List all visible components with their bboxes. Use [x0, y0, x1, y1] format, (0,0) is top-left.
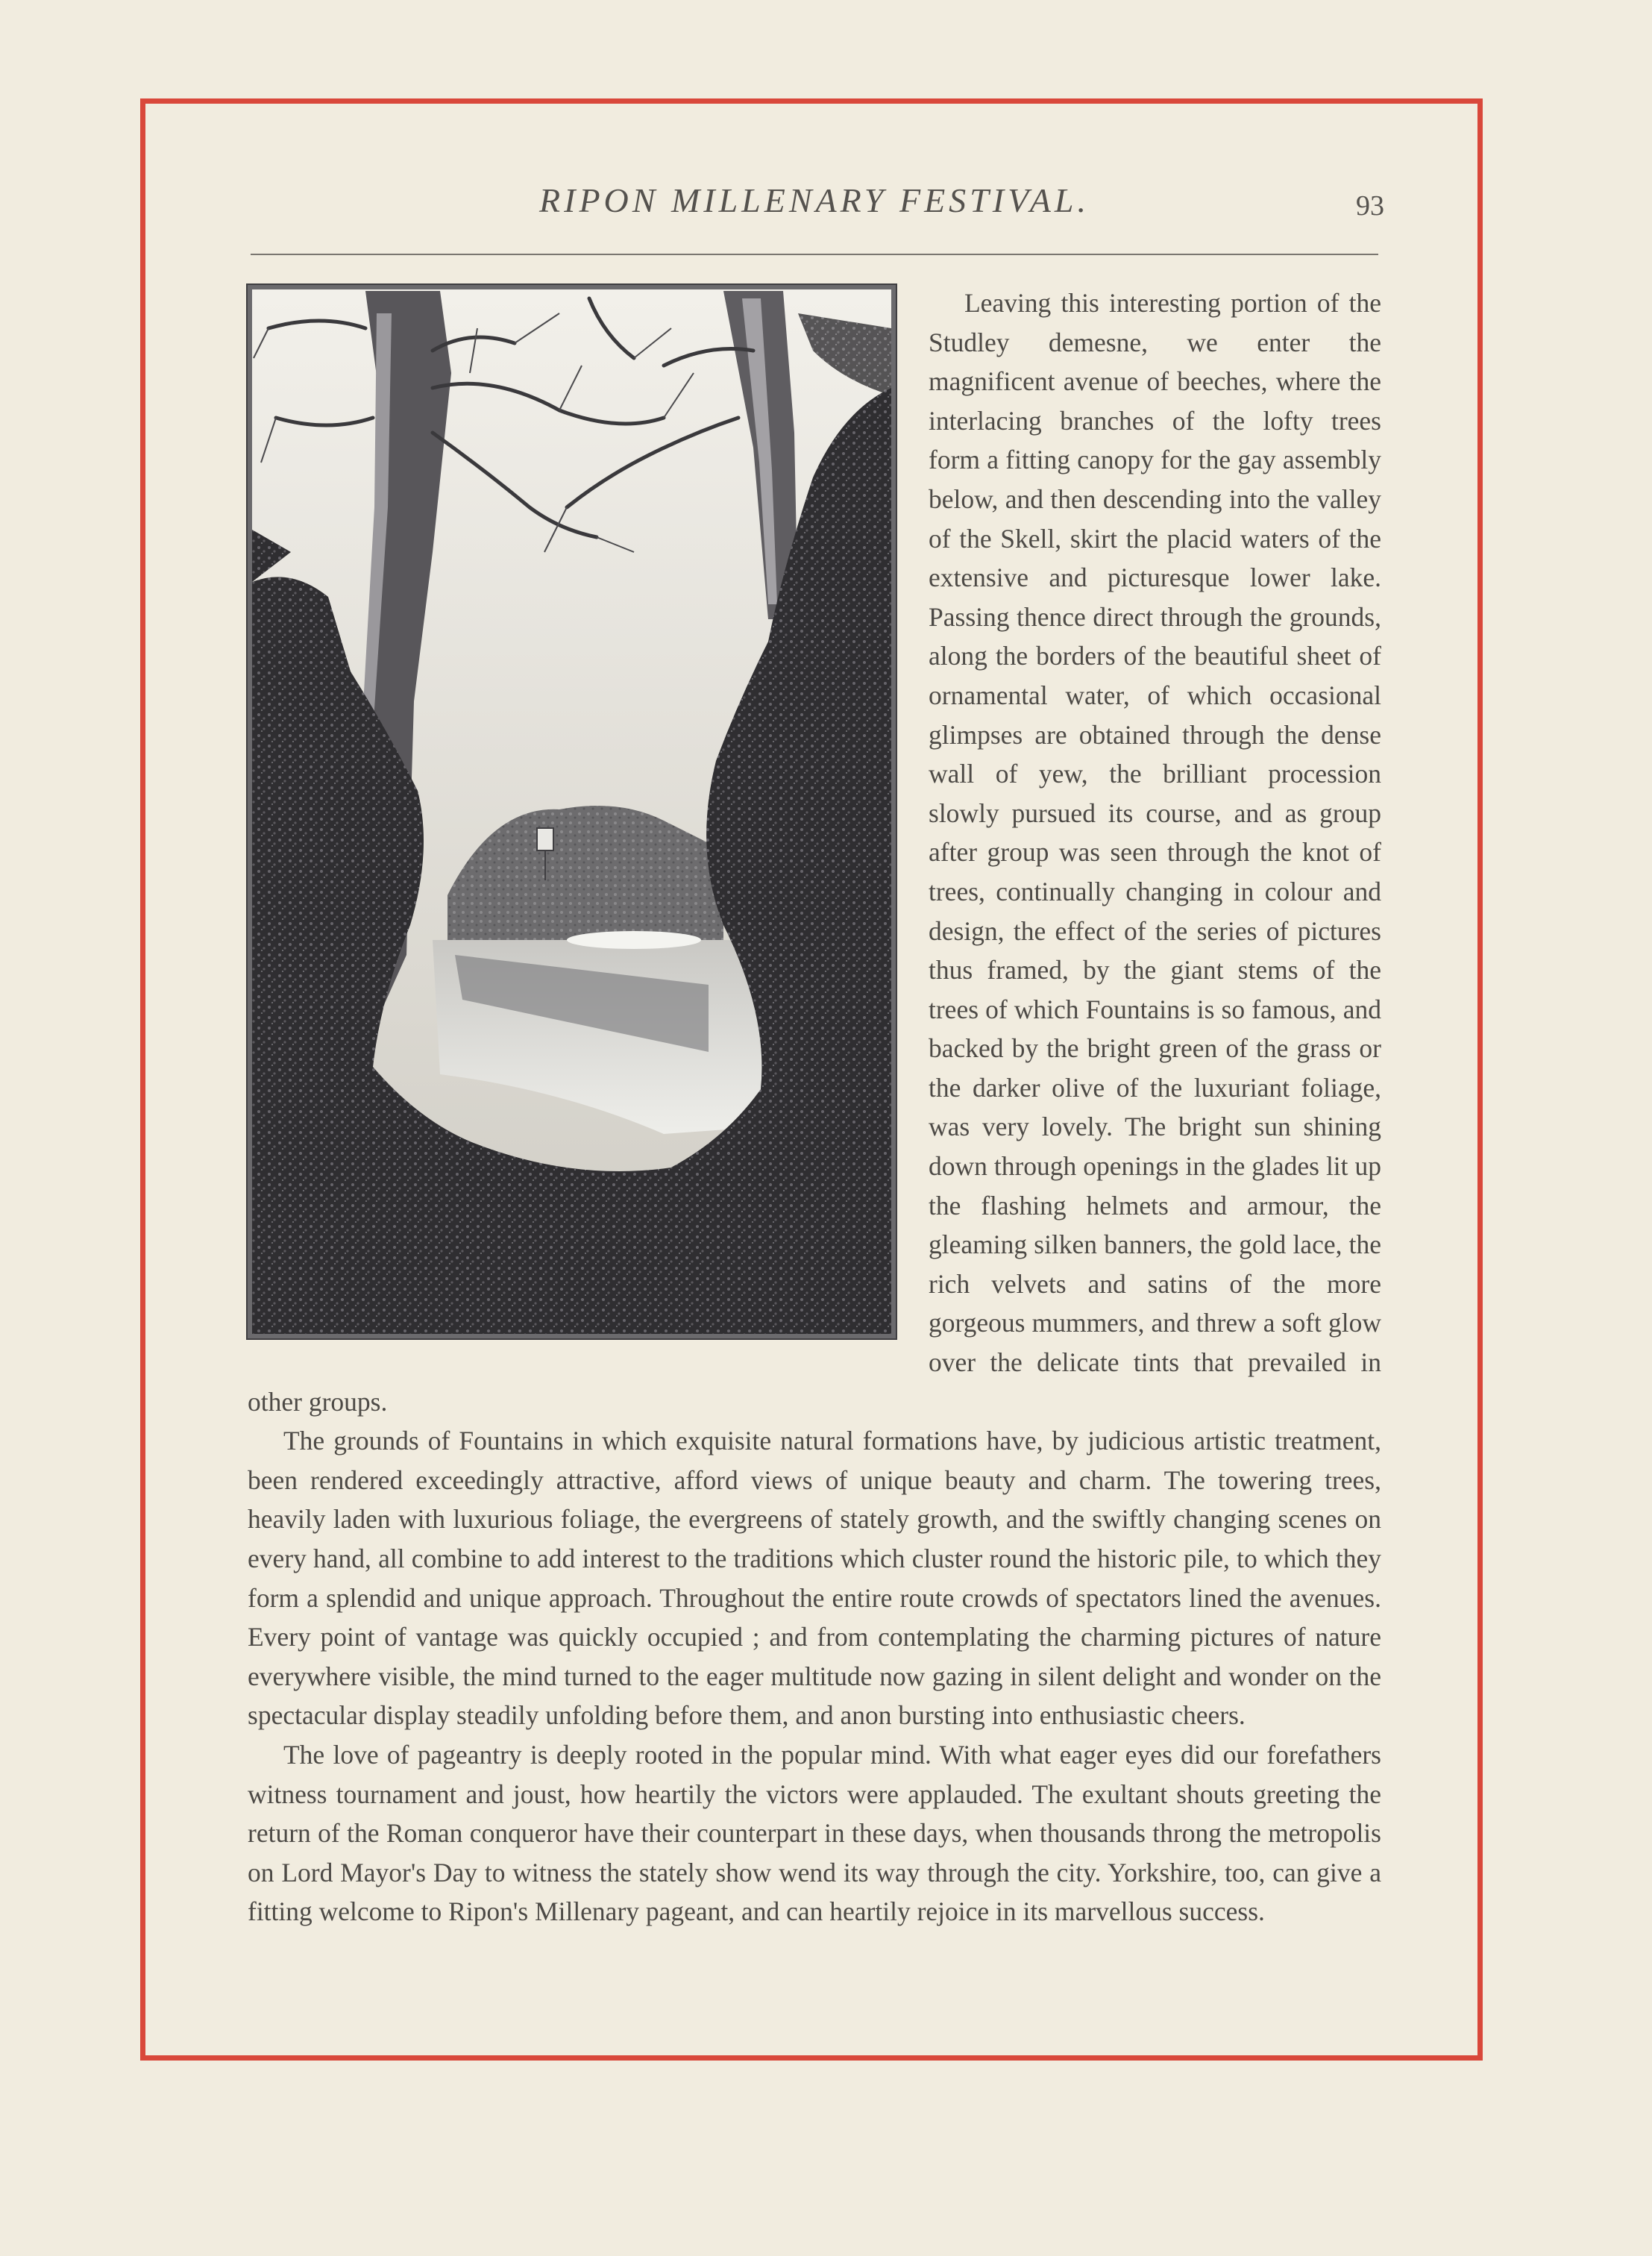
photograph-figure	[246, 283, 899, 1341]
paragraph-3: The love of pageantry is deeply rooted in the popular mind. With what eager eyes did our forefathers witness tournament and joust, how heartily the victors were applauded. The exultant shouts greeting the return of the Roman conqueror have their counterpart in these days, when thousands throng the metropolis on Lord Mayor's Day to witness the stately show wend its way through the city. Yorkshire, too, can give a fitting welcome to Ripon's Millenary pageant, and can heartily rejoice in its marvellous success.	[248, 1739, 1381, 1927]
page-number: 93	[1356, 190, 1384, 222]
header-rule	[251, 254, 1378, 255]
avenue-trees-lake-photograph	[246, 283, 897, 1340]
running-header	[251, 172, 1384, 254]
paragraph-1: Leaving this interesting portion of the Studley demesne, we enter the magnificent avenue of beeches, where the interlacing branches of the lofty trees form a fitting canopy for the gay assembly below, and then descending into the valley of the Skell, skirt the placid waters of the extensive and picturesque lower lake. Passing thence direct through the grounds, along the borders of the beautiful sheet of ornamental water, of which occasional glimpses are obtained through the dense wall of yew, the brilliant procession slowly pursued its course, and as group after group was seen through the knot of trees, continually changing in colour and design, the effect of the series of pictures thus framed, by the giant stems of the trees of which Fountains is so famous, and backed by the bright green of the grass or the darker olive of the luxuriant foliage, was very lovely. The bright sun shining down through openings in the glades lit up the flashing helmets and armour, the gleaming silken banners, the gold lace, the rich velvets and satins of the more gorgeous mummers, and threw a soft glow over the delicate tints that prevailed in other groups.	[248, 288, 1381, 1417]
body-text	[248, 283, 1381, 1931]
header-title: RIPON MILLENARY FESTIVAL.	[539, 181, 1090, 219]
paragraph-2: The grounds of Fountains in which exquisite natural formations have, by judicious artistic treatment, been rendered exceedingly attractive, afford views of unique beauty and charm. The towering trees, heavily laden with luxurious foliage, the evergreens of stately growth, and the swiftly changing scenes on every hand, all combine to add interest to the traditions which cluster round the historic pile, to which they form a splendid and unique approach. Throughout the entire route crowds of spectators lined the avenues. Every point of vantage was quickly occupied ; and from contemplating the charming pictures of nature everywhere visible, the mind turned to the eager multitude now gazing in silent delight and wonder on the spectacular display steadily unfolding before them, and anon bursting into enthusiastic cheers.	[248, 1426, 1381, 1731]
